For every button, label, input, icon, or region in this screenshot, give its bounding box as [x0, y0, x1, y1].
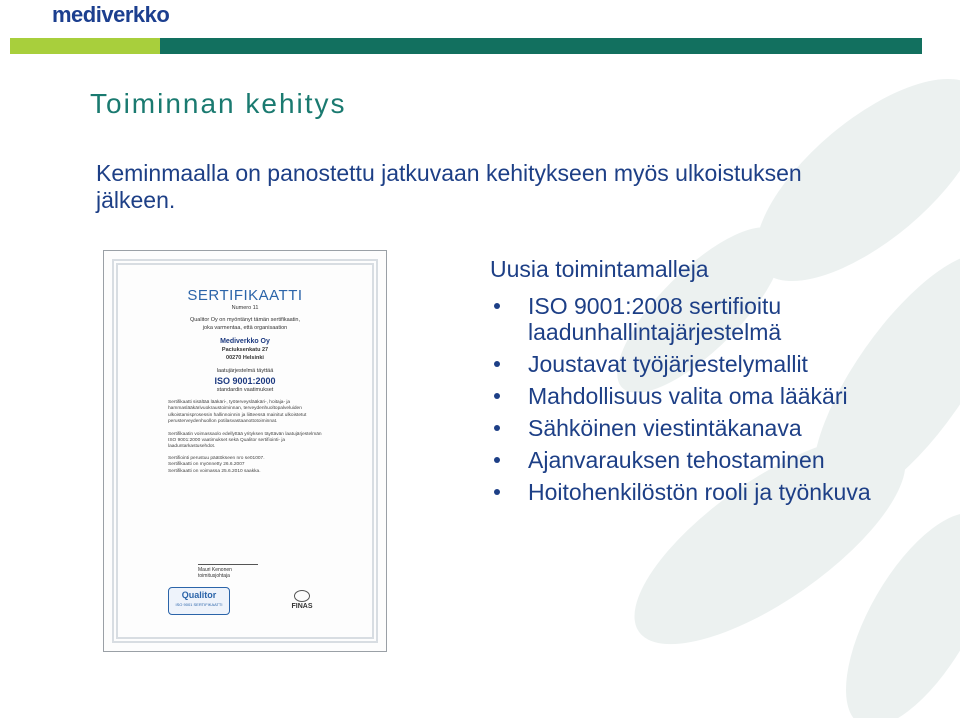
certificate-image — [103, 250, 387, 652]
header-bar-dark-segment — [160, 38, 922, 54]
signature-line — [198, 550, 258, 565]
slide-title: Toiminnan kehitys — [90, 88, 347, 119]
qualitor-logo — [168, 587, 230, 615]
finas-logo — [286, 590, 318, 612]
certificate-signer-title: toimitusjohtaja — [198, 573, 230, 579]
certificate-scope-text: Sertifikaatti sisältää lääkäri-, työterveyslääkäri-, hoitaja- ja hammaslääkärivuokraustoiminnan, terveydenhuoltopalveluiden ulkoistamisprosessin hallinnoinnin ja liitteessä mainitut ulkoistetut perusterveydenhuollon potilasvastaanottotoiminnat. — [168, 400, 307, 425]
mediverkko-logo — [52, 2, 169, 28]
certificate-signature-block — [198, 550, 258, 579]
bullet-item — [488, 479, 928, 505]
bullet-dot-icon — [494, 361, 500, 367]
certificate-org-name: Mediverkko Oy — [220, 338, 270, 345]
certificate-number: Numero 11 — [231, 305, 259, 311]
bullet-text: Sähköinen viestintäkanava — [528, 415, 802, 441]
bullet-text: ISO 9001:2008 sertifioitu laadunhallintajärjestelmä — [528, 293, 782, 345]
certificate-address-line1: Paciuksenkatu 27 — [221, 347, 269, 353]
header-bar-light-segment — [10, 38, 160, 54]
header-bar — [10, 38, 922, 54]
bullet-dot-icon — [494, 425, 500, 431]
bullet-list — [488, 293, 928, 505]
qualitor-logo-subtext: ISO 9001 SERTIFIKAATTI — [175, 602, 223, 607]
certificate-intro-line1: Qualitor Oy on myöntänyt tämän sertifikaatin, — [189, 317, 301, 323]
certificate-title: SERTIFIKAATTI — [187, 287, 303, 304]
certificate-validity-text: Sertifikaatin voimassaolo edellyttää yrityksen täyttävän laatujärjestelmän ISO 9001:2000 vaatimukset sekä Qualitor sertifiointi- ja laaduntarkastusehdot. — [168, 431, 322, 450]
bullet-item — [488, 447, 928, 473]
certificate-intro-line2: joka varmentaa, että organisaation — [202, 325, 288, 331]
certificate-standard-suffix: standardin vaatimukset — [216, 387, 274, 393]
certificate-standard: ISO 9001:2000 — [214, 376, 276, 386]
certificate-date-line2: Sertifikaatti on myönnetty 26.6.2007 — [168, 462, 245, 468]
bullet-item — [488, 383, 928, 409]
certificate-date-line1: Sertifiointi perustuu päätökseen nro se01007. — [168, 455, 265, 461]
bullet-text: Mahdollisuus valita oma lääkäri — [528, 383, 848, 409]
bullet-text: Joustavat työjärjestelymallit — [528, 351, 808, 377]
certificate-frame — [112, 259, 378, 643]
bullet-dot-icon — [494, 393, 500, 399]
certificate-signer-name: Mauri Kenonen — [198, 567, 232, 573]
bullet-item — [488, 415, 928, 441]
bullet-section-heading: Uusia toimintamalleja — [490, 256, 709, 282]
bullet-dot-icon — [494, 489, 500, 495]
finas-mark-icon — [294, 590, 310, 602]
qualitor-logo-text: Qualitor — [181, 590, 217, 600]
bullet-text: Hoitohenkilöstön rooli ja työnkuva — [528, 479, 871, 505]
certificate-system-line: laatujärjestelmä täyttää — [216, 368, 274, 374]
bullet-item — [488, 293, 928, 345]
bullet-dot-icon — [494, 303, 500, 309]
certificate-date-line3: Sertifikaatti on voimassa 25.6.2010 saakka. — [168, 468, 261, 474]
bullet-text: Ajanvarauksen tehostaminen — [528, 447, 825, 473]
bullet-section — [488, 256, 928, 511]
slide-intro: Keminmaalla on panostettu jatkuvaan kehitykseen myös ulkoistuksen jälkeen. — [96, 160, 802, 213]
logo-text: mediverkko — [52, 2, 170, 27]
bullet-item — [488, 351, 928, 377]
bullet-dot-icon — [494, 457, 500, 463]
certificate-address-line2: 00270 Helsinki — [226, 355, 264, 361]
finas-logo-text: FINAS — [291, 603, 313, 610]
